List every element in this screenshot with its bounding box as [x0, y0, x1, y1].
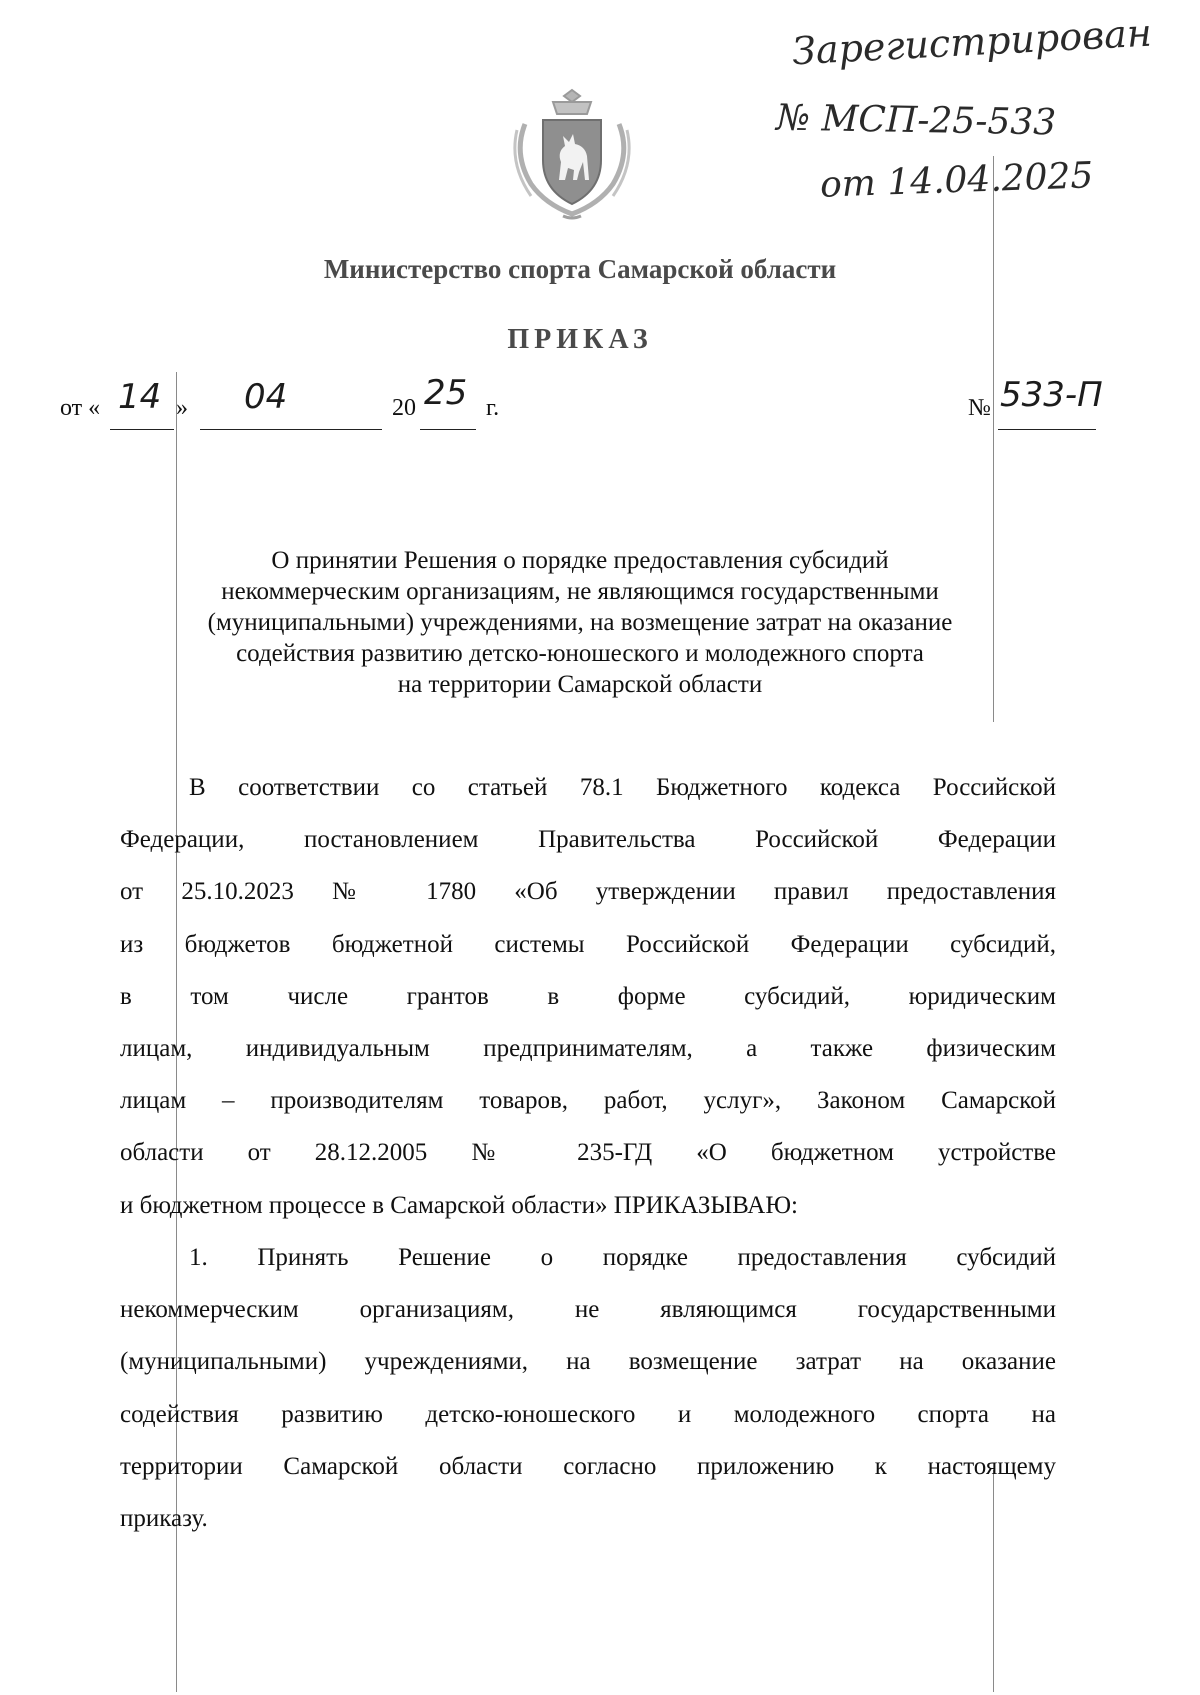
order-subject	[150, 545, 1010, 700]
registration-note-line2: № МСП-25-533	[775, 97, 1057, 144]
subject-line: (муниципальными) учреждениями, на возмещение затрат на оказание	[207, 609, 953, 636]
clause-1-line: приказу.	[120, 1504, 208, 1532]
order-number-value: 533-П	[1000, 375, 1103, 415]
date-day-underline	[110, 429, 174, 430]
order-date-number-row	[0, 373, 1200, 433]
subject-line: содействия развитию детско-юношеского и молодежного спорта	[236, 640, 924, 667]
date-year-underline	[420, 429, 476, 430]
order-number-prefix: №	[968, 395, 991, 421]
date-day-close: »	[176, 395, 188, 421]
preamble-line: от 25.10.2023 № 1780 «Об утверждении правил предоставления	[120, 878, 1056, 906]
date-month: 04	[244, 377, 288, 417]
date-prefix: от «	[60, 395, 101, 421]
preamble-line: лицам, индивидуальным предпринимателям, а также физическим	[120, 1034, 1056, 1062]
date-month-underline	[200, 429, 382, 430]
clause-1-line: (муниципальными) учреждениями, на возмещение затрат на оказание	[120, 1348, 1056, 1376]
preamble-paragraph	[120, 762, 1056, 1232]
date-year-prefix: 20	[392, 395, 416, 421]
clause-1-line: 1. Принять Решение о порядке предоставления субсидий	[189, 1244, 1056, 1271]
subject-line: О принятии Решения о порядке предоставления субсидий	[271, 547, 889, 574]
samara-coat-of-arms-icon	[503, 84, 641, 222]
clause-1-paragraph	[120, 1232, 1056, 1545]
registration-note-line3: от 14.04.2025	[819, 155, 1095, 206]
date-year-suffix: 25	[424, 373, 468, 413]
preamble-line: В соответствии со статьей 78.1 Бюджетного кодекса Российской	[189, 774, 1056, 801]
date-day: 14	[118, 377, 162, 417]
preamble-line: из бюджетов бюджетной системы Российской Федерации субсидий,	[120, 930, 1056, 958]
clause-1-line: некоммерческим организациям, не являющимся государственными	[120, 1296, 1056, 1324]
preamble-line: в том числе грантов в форме субсидий, юридическим	[120, 982, 1056, 1010]
registration-note-line1: Зарегистрирован	[791, 10, 1153, 74]
preamble-line: и бюджетном процессе в Самарской области» ПРИКАЗЫВАЮ:	[120, 1191, 798, 1219]
preamble-line: Федерации, постановлением Правительства Российской Федерации	[120, 826, 1056, 854]
subject-line: некоммерческим организациям, не являющимся государственными	[221, 578, 939, 605]
preamble-line: лицам – производителям товаров, работ, услуг», Законом Самарской	[120, 1087, 1056, 1115]
date-year-end: г.	[486, 395, 500, 421]
clause-1-line: территории Самарской области согласно приложению к настоящему	[120, 1452, 1056, 1480]
document-type-heading: ПРИКАЗ	[507, 324, 653, 355]
ministry-name: Министерство спорта Самарской области	[323, 254, 837, 284]
preamble-line: области от 28.12.2005 № 235-ГД «О бюджетном устройстве	[120, 1139, 1056, 1167]
subject-line: на территории Самарской области	[397, 671, 763, 698]
clause-1-line: содействия развитию детско-юношеского и молодежного спорта на	[120, 1400, 1056, 1428]
order-number-underline	[998, 429, 1096, 430]
